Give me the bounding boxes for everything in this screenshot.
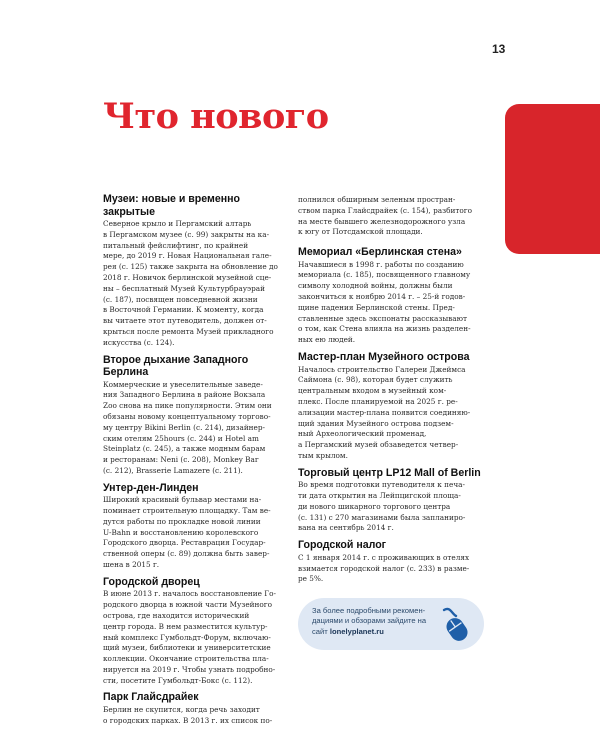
section-heading: Мастер-план Музейного острова (298, 351, 470, 364)
section-heading: Мемориал «Берлинская стена» (298, 246, 462, 259)
section-berlin-wall-memorial (298, 246, 484, 346)
section-text: Началось строительство Галереи Джеймса Саймона (с. 98), которая будет служить центральным входом в музейный ком- плекс. После планируемой на 2025 г. ре- ализации мастер-плана появится соединяю- щий здания Музейного острова подзем- ный Археологический променад, а Пергамский музей обзаведется четвер- тым крылом. (298, 364, 471, 460)
computer-mouse-icon (438, 606, 474, 644)
section-heading: Городской дворец (103, 575, 200, 588)
section-heading: Торговый центр LP12 Mall of Berlin (298, 466, 481, 479)
promo-message: За более подробными рекомен- дациями и обзорами зайдите на сайт (312, 606, 427, 636)
section-text: В июне 2013 г. началось восстановление Го- родского дворца в южной части Музейного острова, где находится исторический центр города. В нем разместится культур- ный комплекс Гумбольдт-Форум, включаю- щий музеи, библиотеки и университетские коллекции. Окончание строительства пла- нируется на 2019 г. Чтобы узнать подробно- сти, посетите Гумбольдт-Бокс (с. 112). (103, 589, 276, 685)
section-text: Широкий красивый бульвар местами на- поминает строительную площадку. Там ве- дутся работы по прокладке новой линии U-Bahn и восстановлению королевского Городского дворца. Реставрация Государ- ственной оперы (с. 89) должна быть завер- шена в 2015 г. (103, 495, 271, 570)
section-heading: Музеи: новые и временно закрытые (103, 193, 241, 218)
page-number: 13 (492, 42, 506, 56)
section-mall-of-berlin (298, 467, 484, 534)
promo-text (312, 606, 442, 637)
section-text: Начавшиеся в 1998 г. работы по созданию мемориала (с. 185), посвященного главному символу холодной войны, должны были закончиться к ноябрю 2014 г. – 25-й годов- щине падения Берлинской стены. Пред- ставленные здесь экспонаты рассказывают о том, как Стена влияла на жизнь разделен- ных ею людей. (298, 259, 471, 345)
section-west-berlin (103, 354, 289, 477)
red-section-tab (505, 104, 600, 254)
section-heading: Городской налог (298, 539, 387, 552)
section-text: С 1 января 2014 г. с проживающих в отелях взимается городской налог (с. 233) в разме- ре 5%. (298, 552, 470, 584)
section-unter-den-linden (103, 482, 289, 571)
section-city-palace (103, 576, 289, 687)
section-text: Коммерческие и увеселительные заведе- ния Западного Берлина в районе Вокзала Zoo снова на пике популярности. Этим они обязаны новому концептуальному торгово- му центру Bikini Berlin (с. 214), дизайнер- ским отелям 25hours (с. 244) и Hotel am Steinplatz (с. 245), а также модным барам и ресторанам: Neni (с. 208), Monkey Bar (с. 212), Brasserie Lamazere (с. 211). (103, 379, 272, 475)
section-museum-island-plan (298, 351, 484, 462)
section-museums (103, 193, 289, 349)
continued-text: полнился обширным зеленым простран- ством парка Глайсдрайек (с. 154), разбитого на месте бывшего железнодорожного узла к югу от Потсдамской площади. (298, 195, 472, 237)
section-heading: Унтер-ден-Линден (103, 481, 199, 494)
section-heading: Парк Глайсдрайек (103, 691, 199, 704)
right-column (298, 195, 484, 590)
section-city-tax (298, 539, 484, 585)
section-text: Во время подготовки путеводителя к печа- ти дата открытия на Лейпцигской площа- ди нового шикарного торгового центра (с. 131) с 270 магазинами была запланиро- вана на сентябрь 2014 г. (298, 480, 466, 533)
section-heading: Второе дыхание Западного Берлина (103, 353, 249, 379)
section-text: Берлин не скупится, когда речь заходит о городских парках. В 2013 г. их список по- (103, 704, 273, 725)
section-text: Северное крыло и Пергамский алтарь в Пергамском музее (с. 99) закрыты на ка- питальный фейслифтинг, по крайней мере, до 2019 г. Новая Национальная гале- рея (с. 125) также закрыта на обновление до 2018 г. Новичок берлинской музейной сце- ны – бесплатный Музей Культурбрауэрай (с. 187), посвящен повседневной жизни в Восточной Германии. К моменту, когда вы читаете этот путеводитель, должен от- крыться после ремонта Музей прикладного искусства (с. 124). (103, 219, 278, 347)
left-column (103, 193, 289, 732)
section-gleisdreieck-park (103, 691, 289, 726)
page-title: Что нового (103, 96, 329, 137)
website-link[interactable]: lonelyplanet.ru (329, 626, 384, 636)
promo-box (298, 598, 484, 650)
